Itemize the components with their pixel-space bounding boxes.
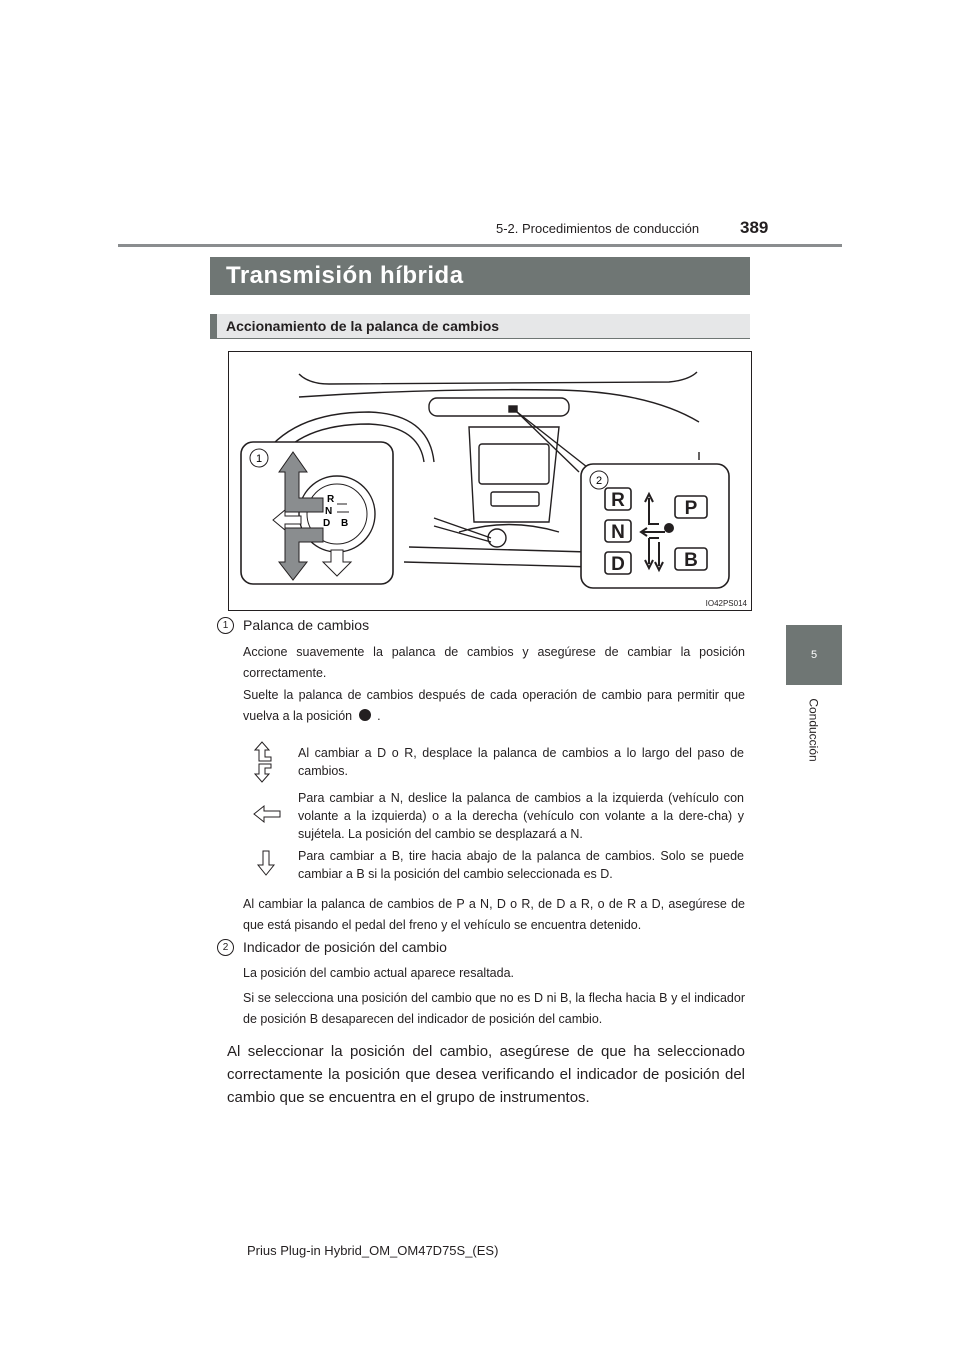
lever-letter-d: D <box>323 518 331 529</box>
chapter-label <box>786 690 842 770</box>
item-title-shift-indicator: Indicador de posición del cambio <box>243 939 447 955</box>
indicator-letter-b: B <box>684 550 698 571</box>
down-arrow-icon <box>256 849 276 882</box>
item-title-shift-lever: Palanca de cambios <box>243 617 370 633</box>
item-number-badge: 1 <box>217 617 234 634</box>
page-title: Transmisión híbrida <box>226 262 464 289</box>
figure-callout-2: 2 <box>595 475 603 487</box>
up-down-path-arrows-icon <box>252 740 274 789</box>
indicator-letter-n: N <box>611 522 625 543</box>
section-title-bar <box>210 257 750 295</box>
legend-text: Al cambiar a D o R, desplace la palanca de cambios a lo largo del paso de cambios. <box>298 746 744 778</box>
legend-text: Para cambiar a B, tire hacia abajo de la palanca de cambios. Solo se puede cambiar a B si la posición del cambio seleccionada es D. <box>298 849 744 881</box>
subheading: Accionamiento de la palanca de cambios <box>226 318 500 334</box>
chapter-number: 5 <box>810 649 818 661</box>
page-number: 389 <box>740 218 769 237</box>
lever-letter-r: R <box>327 494 335 505</box>
section-reference: 5-2. Procedimientos de conducción <box>496 221 700 236</box>
chapter-label-text: Conducción <box>807 698 821 762</box>
figure-callout-1: 1 <box>255 453 263 465</box>
shift-lever-illustration <box>228 351 752 611</box>
paragraph: Si se selecciona una posición del cambio que no es D ni B, la flecha hacia B y el indicador de posición B desaparecen del indicador de posición del cambio. <box>243 991 745 1026</box>
item-number-badge: 2 <box>217 939 234 956</box>
paragraph: La posición del cambio actual aparece resaltada. <box>243 966 515 980</box>
left-arrow-icon <box>252 804 282 829</box>
indicator-letter-r: R <box>611 490 625 511</box>
chapter-tab <box>786 625 842 685</box>
lever-letter-n: N <box>325 506 333 517</box>
paragraph <box>243 685 745 727</box>
subheading-accent <box>210 314 217 339</box>
note: Al cambiar la palanca de cambios de P a N, D o R, de D a R, o de R a D, asegúrese de que está pisando el pedal del freno y el vehículo se encuentra detenido. <box>243 897 745 932</box>
indicator-letter-p: P <box>684 498 698 519</box>
figure-code: IO42PS014 <box>705 599 747 608</box>
paragraph: Accione suavemente la palanca de cambios y asegúrese de cambiar la posición correctamente. <box>243 645 745 680</box>
indicator-letter-d: D <box>611 554 625 575</box>
footer-document-id: Prius Plug-in Hybrid_OM_OM47D75S_(ES) <box>247 1243 499 1258</box>
dashboard-drawing <box>229 352 751 610</box>
lever-letter-b: B <box>341 518 349 529</box>
paragraph-end: . <box>377 709 381 723</box>
home-position-dot-icon <box>359 709 371 721</box>
header-rule <box>118 244 842 247</box>
legend-text: Para cambiar a N, deslice la palanca de cambios a la izquierda (vehículo con volante a la izquierda) o a la derecha (vehículo con volante a la dere-cha) y sujétela. La posición del cambio se desplazará a N. <box>298 791 744 841</box>
subheading-bar <box>210 314 750 339</box>
paragraph-text: Suelte la palanca de cambios después de cada operación de cambio para permitir que vuelva a la posición <box>243 688 745 723</box>
closing-paragraph: Al seleccionar la posición del cambio, asegúrese de que ha seleccionado correctamente la posición que desea verificando el indicador de posición del cambio que se encuentra en el grupo de instrumentos. <box>227 1043 745 1106</box>
